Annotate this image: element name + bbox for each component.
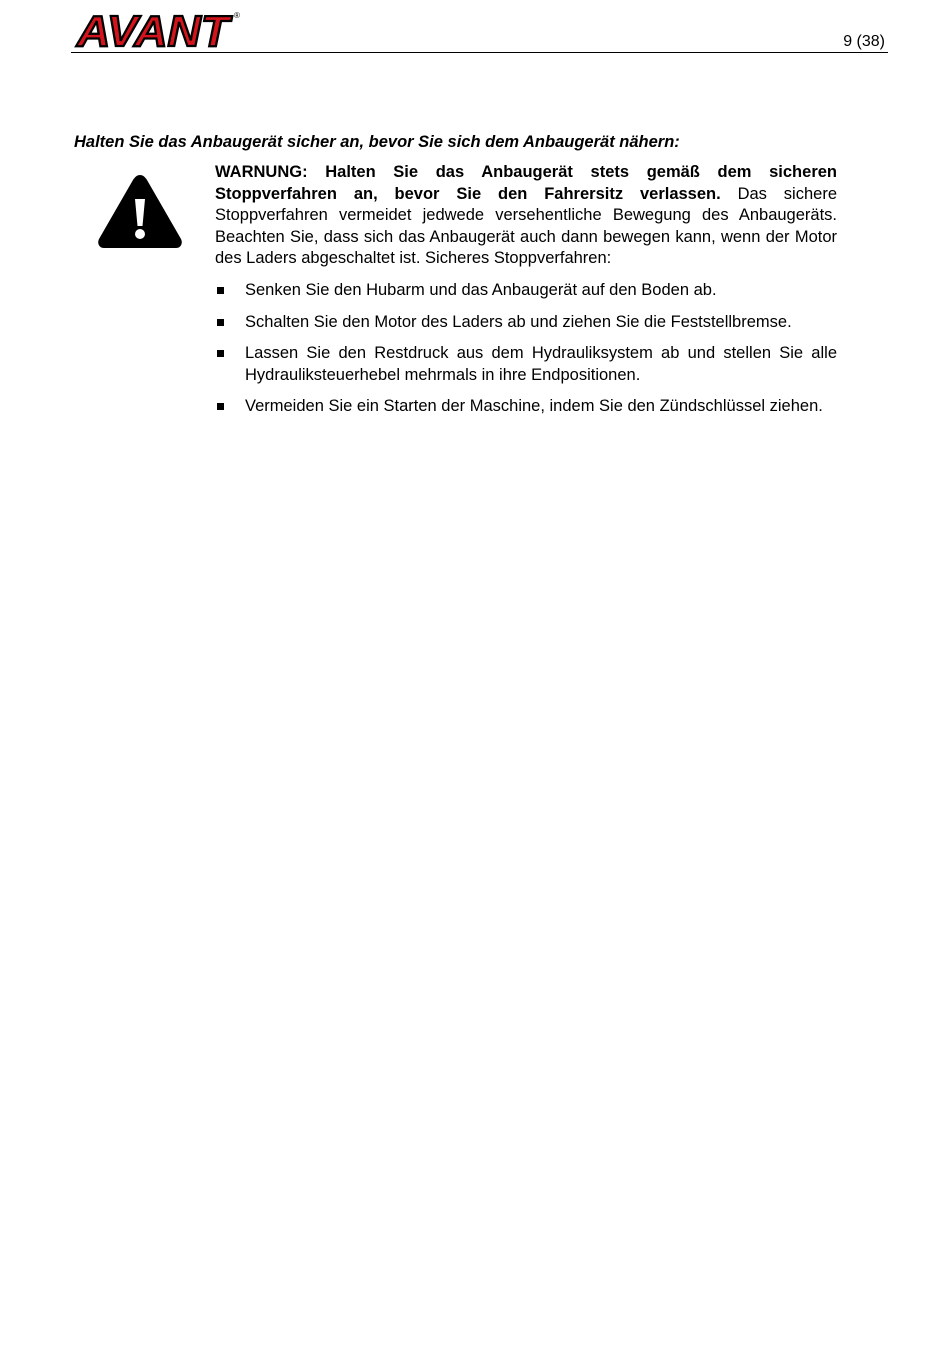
warning-triangle-icon (95, 171, 185, 251)
list-item (215, 396, 837, 418)
list-item (215, 343, 837, 386)
step-text: Senken Sie den Hubarm und das Anbaugerät auf den Boden ab. (245, 281, 717, 299)
page-number: 9 (38) (843, 33, 885, 50)
section-heading: Halten Sie das Anbaugerät sicher an, bevor Sie sich dem Anbaugerät nähern: (74, 133, 680, 151)
list-item (215, 280, 837, 302)
bullet-square-icon (217, 319, 224, 326)
logo-registered-mark: ® (234, 11, 240, 20)
avant-logo (71, 6, 243, 52)
header-divider (71, 52, 888, 53)
warning-lead: WARNUNG: Halten Sie das Anbaugerät stets gemäß dem sicheren Stoppverfahren an, bevor Sie den Fahrersitz verlassen. (215, 163, 837, 203)
bullet-square-icon (217, 287, 224, 294)
safe-stop-steps (215, 280, 837, 428)
list-item (215, 312, 837, 334)
logo-wordmark: AVANT (75, 7, 233, 52)
step-text: Vermeiden Sie ein Starten der Maschine, indem Sie den Zündschlüssel ziehen. (245, 397, 823, 415)
bullet-square-icon (217, 403, 224, 410)
warning-body: Das sichere Stoppverfahren vermeidet jedwede versehentliche Bewegung des Anbaugeräts. Beachten Sie, dass sich das Anbaugerät auch dann bewegen kann, wenn der Motor des Laders abgeschaltet ist. Sicheres Stoppverfahren: (215, 184, 838, 267)
step-text: Lassen Sie den Restdruck aus dem Hydrauliksystem ab und stellen Sie alle Hydrauliksteuerhebel mehrmals in ihre Endpositionen. (245, 344, 837, 384)
page-header (71, 4, 888, 54)
warning-text (215, 162, 837, 270)
step-text: Schalten Sie den Motor des Laders ab und ziehen Sie die Feststellbremse. (245, 312, 792, 331)
bullet-square-icon (217, 350, 224, 357)
